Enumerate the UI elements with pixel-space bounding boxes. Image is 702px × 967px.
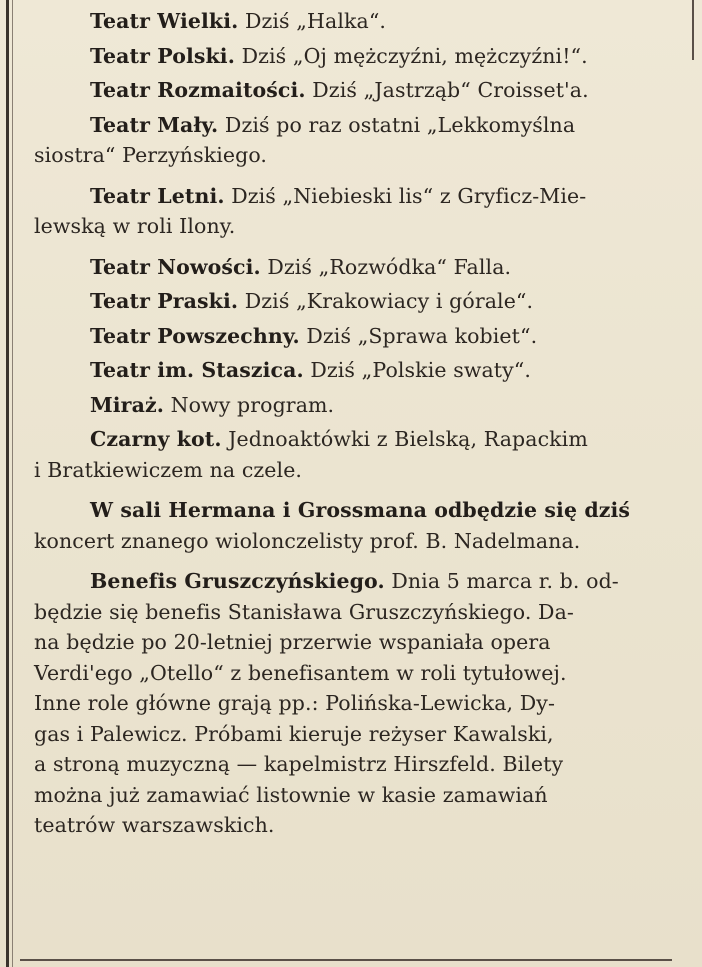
entry-teatr-nowosci (34, 252, 674, 283)
benefit-text: Dnia 5 marca r. b. od- (391, 569, 619, 593)
entry-name: Teatr Polski. (90, 43, 235, 68)
entry-text-cont: i Bratkiewiczem na czele. (34, 457, 303, 482)
entry-name: Teatr Mały. (90, 112, 219, 137)
entry-name: Teatr Praski. (90, 289, 239, 313)
entry-teatr-rozmaitosci (34, 75, 674, 106)
benefit-line: będzie się benefis Stanisława Gruszczyńskiego. Da- (34, 599, 574, 624)
benefit-notice (34, 566, 674, 841)
entry-text: Dziś „Halka“. (244, 9, 387, 33)
concert-lead: W sali Hermana i Grossmana odbędzie się dziś (90, 498, 631, 522)
benefit-line: Verdi'ego „Otello“ z benefisantem w roli tytułowej. (34, 660, 567, 685)
entry-text: Nowy program. (170, 392, 335, 417)
entry-name: Teatr Letni. (90, 183, 225, 208)
bottom-rule (20, 959, 672, 961)
entry-teatr-wielki (34, 6, 674, 37)
column-rule-left-thin (12, 0, 13, 967)
entry-text: Dziś „Krakowiacy i górale“. (244, 289, 534, 313)
entry-text-cont: lewską w roli Ilony. (34, 214, 236, 238)
benefit-line: można już zamawiać listownie w kasie zamawiań (34, 782, 548, 807)
entry-name: Teatr Powszechny. (90, 323, 300, 348)
benefit-line: gas i Palewicz. Próbami kieruje reżyser Kawalski, (34, 721, 554, 746)
entry-name: Czarny kot. (90, 427, 222, 451)
column-rule-right (692, 0, 694, 60)
entry-teatr-powszechny (34, 321, 674, 352)
entry-text: Jednoaktówki z Bielską, Rapackim (228, 427, 588, 451)
entry-teatr-polski (34, 41, 674, 72)
column-rule-left (6, 0, 9, 967)
entry-name: Miraż. (90, 392, 164, 417)
entry-name: Teatr im. Staszica. (90, 358, 304, 382)
entry-czarny-kot (34, 424, 674, 485)
entry-teatr-praski (34, 286, 674, 317)
entry-text: Dziś „Sprawa kobiet“. (306, 323, 538, 348)
benefit-title: Benefis Gruszczyńskiego. (90, 569, 385, 593)
theatre-listing-column (34, 6, 674, 841)
entry-name: Teatr Wielki. (90, 9, 239, 33)
entry-text: Dziś po raz ostatni „Lekkomyślna (224, 112, 576, 137)
entry-text: Dziś „Polskie swaty“. (310, 358, 532, 382)
entry-teatr-letni (34, 181, 674, 242)
benefit-line: na będzie po 20-letniej przerwie wspaniała opera (34, 630, 551, 654)
concert-text: koncert znanego wiolonczelisty prof. B. Nadelmana. (34, 528, 581, 553)
entry-name: Teatr Rozmaitości. (90, 78, 306, 102)
entry-text-cont: siostra“ Perzyńskiego. (34, 143, 268, 167)
entry-name: Teatr Nowości. (90, 254, 261, 279)
benefit-line: Inne role główne grają pp.: Polińska-Lewicka, Dy- (34, 691, 555, 715)
benefit-line: a stroną muzyczną — kapelmistrz Hirszfeld. Bilety (34, 752, 564, 776)
entry-text: Dziś „Jastrząb“ Croisset'a. (312, 78, 589, 102)
entry-miraz (34, 390, 674, 421)
entry-text: Dziś „Oj mężczyźni, mężczyźni!“. (241, 43, 588, 68)
entry-teatr-staszica (34, 355, 674, 386)
entry-text: Dziś „Rozwódka“ Falla. (267, 254, 512, 279)
benefit-line: teatrów warszawskich. (34, 813, 275, 837)
concert-notice (34, 495, 674, 556)
entry-text: Dziś „Niebieski lis“ z Gryficz-Mie- (231, 183, 587, 208)
entry-teatr-maly (34, 110, 674, 171)
